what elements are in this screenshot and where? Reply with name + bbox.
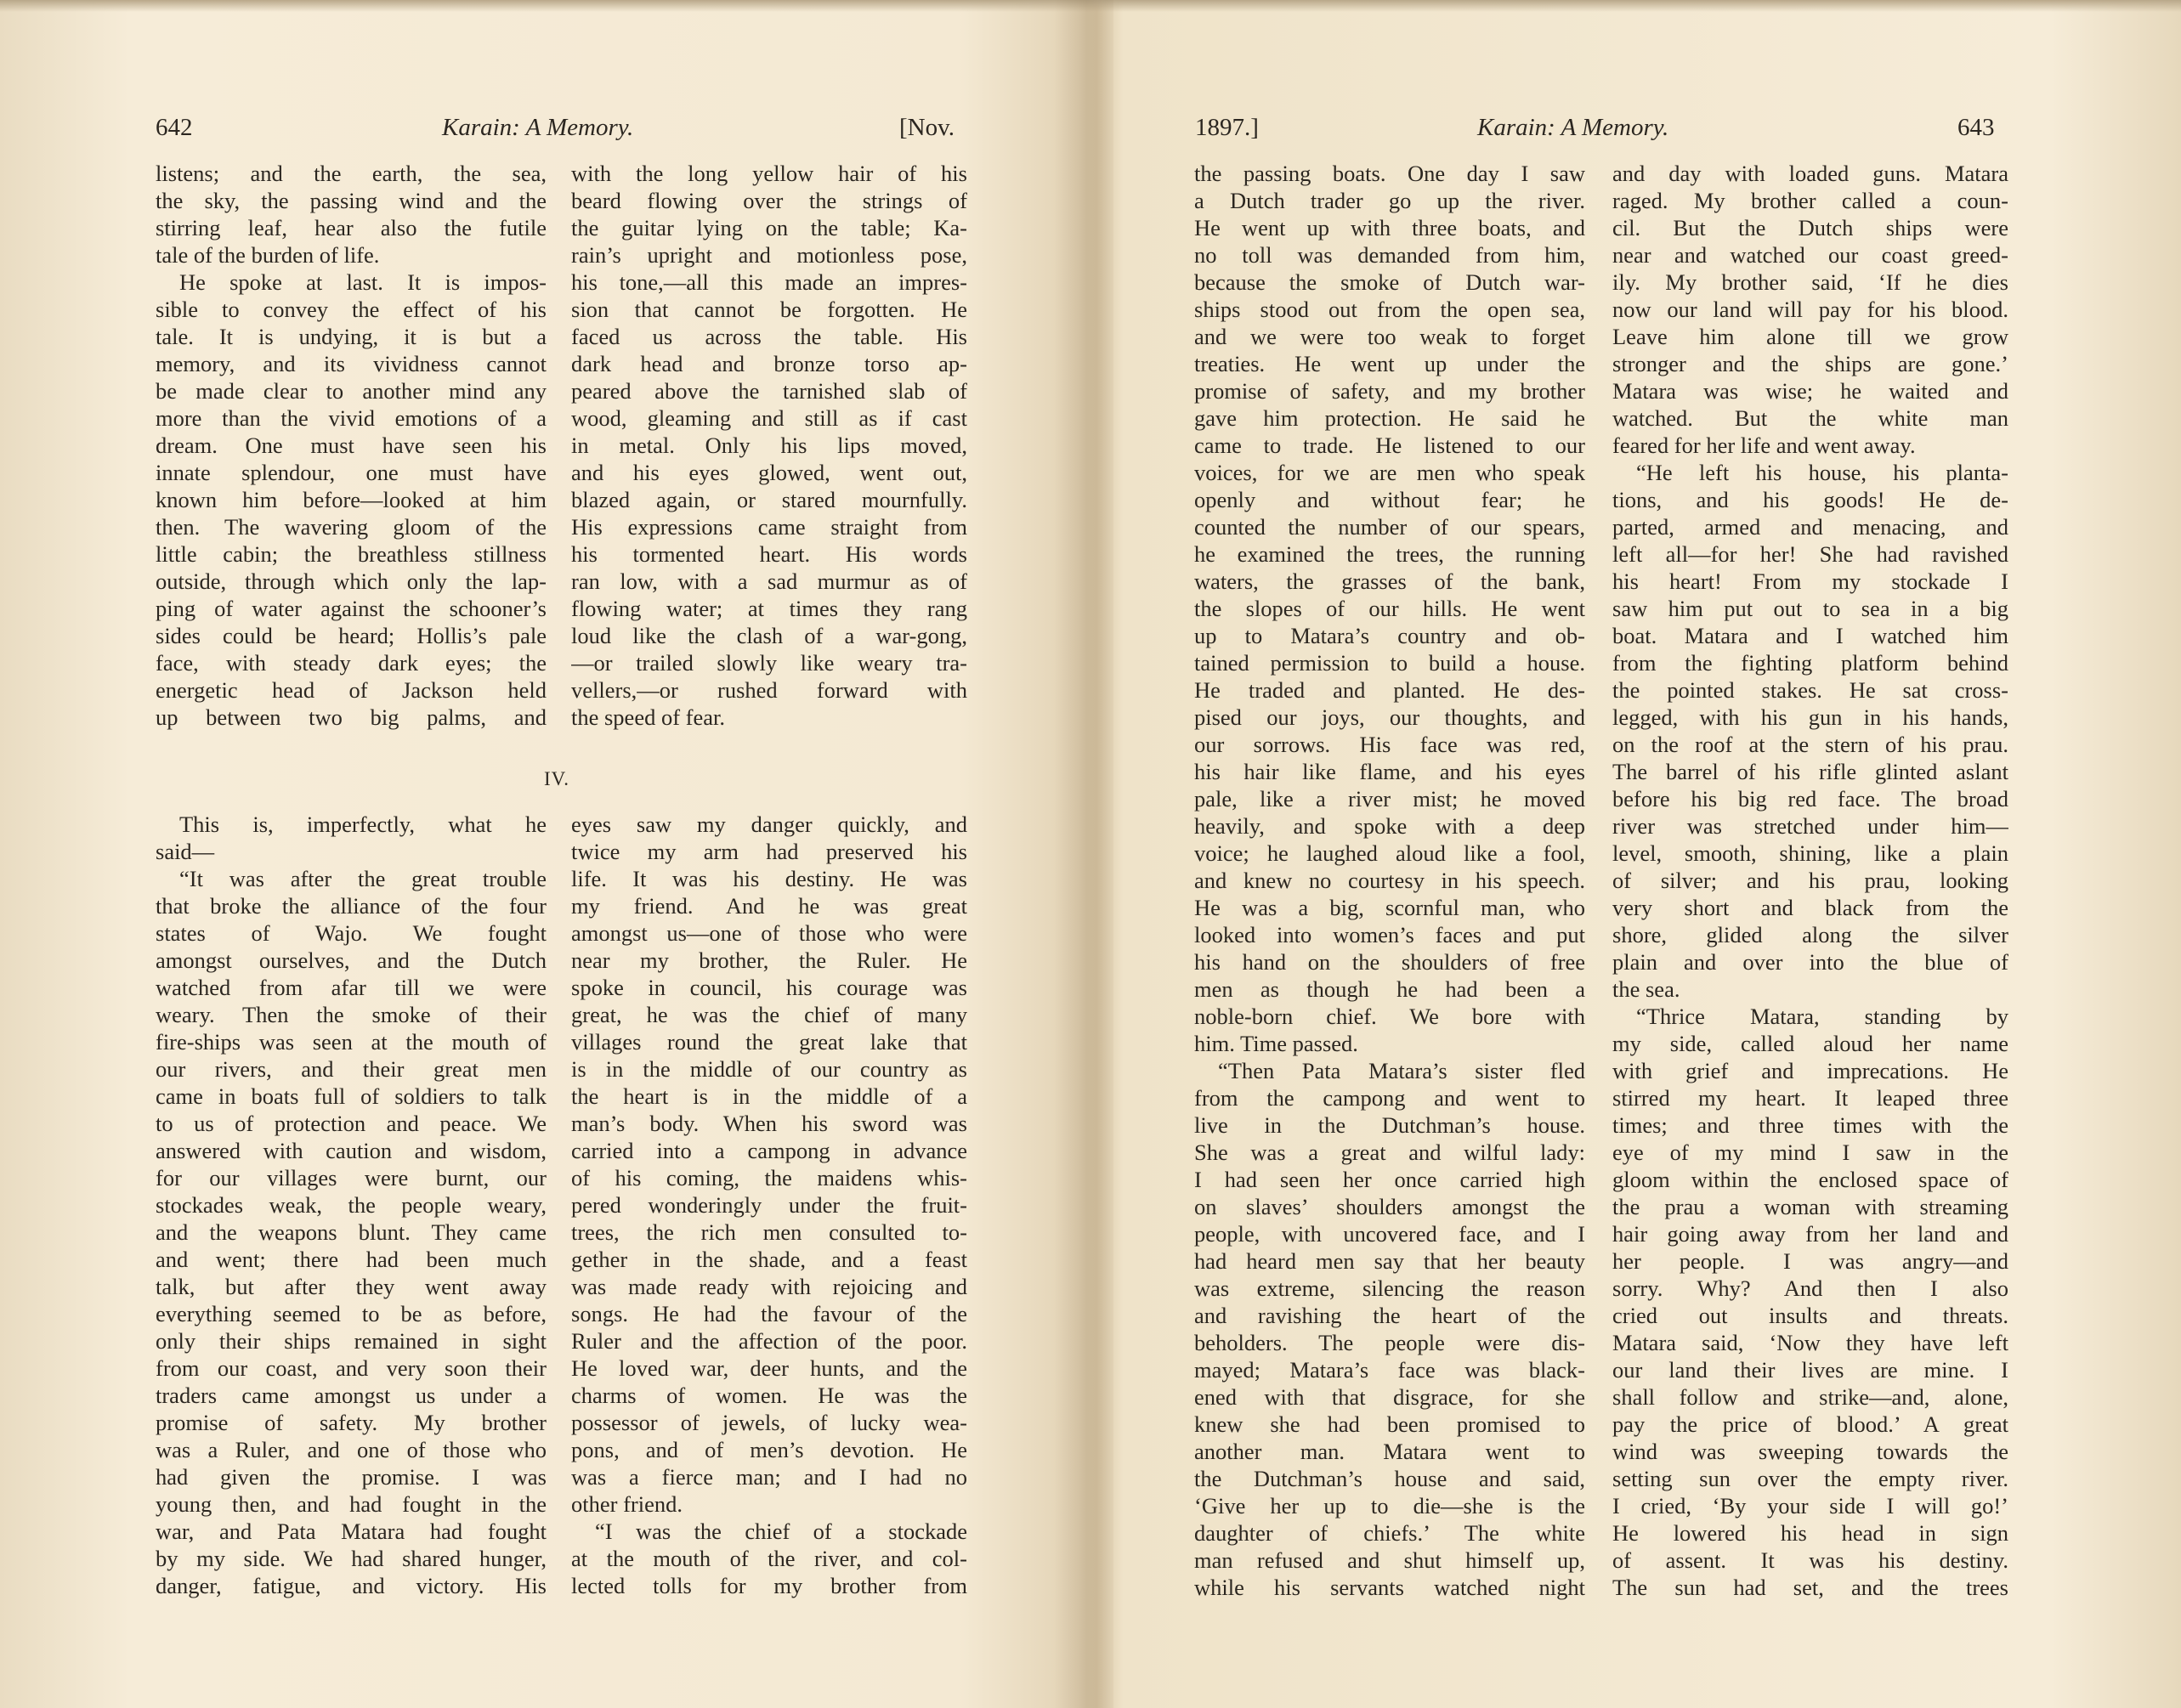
text-line: at the mouth of the river, and col- (571, 1546, 967, 1571)
text-line: river was stretched under him— (1612, 813, 2008, 839)
text-line: tale. It is undying, it is but a (156, 324, 547, 349)
text-line: more than the vivid emotions of a (156, 405, 547, 431)
text-line: his heart! From my stockade I (1612, 568, 2008, 594)
text-line: live in the Dutchman’s house. (1194, 1112, 1585, 1138)
text-line: pised our joys, our thoughts, and (1194, 704, 1585, 730)
text-line: level, smooth, shining, like a plain (1612, 840, 2008, 866)
text-line: gether in the shade, and a feast (571, 1247, 967, 1272)
text-line: known him before—looked at him (156, 487, 547, 512)
text-line: and his eyes glowed, went out, (571, 460, 967, 485)
text-line: energetic head of Jackson held (156, 677, 547, 703)
text-line: cried out insults and threats. (1612, 1303, 2008, 1328)
text-line: because the smoke of Dutch war- (1194, 269, 1585, 295)
text-line: Matara said, ‘Now they have left (1612, 1330, 2008, 1355)
text-line: ened with that disgrace, for she (1194, 1384, 1585, 1410)
text-line: up between two big palms, and (156, 704, 547, 730)
text-line: traders came amongst us under a (156, 1383, 547, 1408)
text-line: knew she had been promised to (1194, 1411, 1585, 1437)
text-line: He loved war, deer hunts, and the (571, 1355, 967, 1381)
text-line: legged, with his gun in his hands, (1612, 704, 2008, 730)
text-line: beholders. The people were dis- (1194, 1330, 1585, 1355)
text-line: listens; and the earth, the sea, (156, 161, 547, 186)
text-line: watched. But the white man (1612, 405, 2008, 431)
text-line: feared for her life and went away. (1612, 433, 1916, 458)
text-line: noble-born chief. We bore with (1194, 1004, 1585, 1029)
text-line: wood, gleaming and still as if cast (571, 405, 967, 431)
text-line: and went; there had been much (156, 1247, 547, 1272)
text-line: gave him protection. He said he (1194, 405, 1585, 431)
text-line: peared above the tarnished slab of (571, 378, 967, 404)
text-line: while his servants watched night (1194, 1575, 1585, 1600)
text-line: Ruler and the affection of the poor. (571, 1328, 967, 1354)
text-line: in metal. Only his lips moved, (571, 433, 967, 458)
text-line: sion that cannot be forgotten. He (571, 297, 967, 322)
text-line: be made clear to another mind any (156, 378, 547, 404)
text-line: He went up with three boats, and (1194, 215, 1585, 240)
text-line: talk, but after they went away (156, 1274, 547, 1299)
text-line: tale of the burden of life. (156, 242, 380, 268)
text-line: promise of safety. My brother (156, 1410, 547, 1435)
text-line: and the weapons blunt. They came (156, 1219, 547, 1245)
text-line: his hand on the shoulders of free (1194, 949, 1585, 975)
text-line: her people. I was angry—and (1612, 1248, 2008, 1274)
text-line: vellers,—or rushed forward with (571, 677, 967, 703)
section-number: IV. (544, 768, 570, 789)
text-line: young then, and had fought in the (156, 1491, 547, 1517)
text-line: and we were too weak to forget (1194, 324, 1585, 349)
text-line: pale, like a river mist; he moved (1194, 786, 1585, 812)
left-page (0, 0, 1090, 1708)
text-line: Matara was wise; he waited and (1612, 378, 2008, 404)
text-line: heavily, and spoke with a deep (1194, 813, 1585, 839)
text-line: ships stood out from the open sea, (1194, 297, 1585, 322)
text-line: states of Wajo. We fought (156, 920, 547, 946)
left-col2-bottom (571, 811, 967, 1599)
left-col1-top (156, 160, 547, 731)
text-line: the pointed stakes. He sat cross- (1612, 677, 2008, 703)
text-line: stirring leaf, hear also the futile (156, 215, 547, 240)
text-line: his tormented heart. His words (571, 541, 967, 567)
text-line: ping of water against the schooner’s (156, 596, 547, 621)
text-line: ily. My brother said, ‘If he dies (1612, 269, 2008, 295)
text-line: and day with loaded guns. Matara (1612, 161, 2008, 186)
running-title: Karain: A Memory. (442, 114, 634, 141)
text-line: tained permission to build a house. (1194, 650, 1585, 676)
text-line: other friend. (571, 1491, 683, 1517)
text-line: memory, and its vividness cannot (156, 351, 547, 376)
text-line: He lowered his head in sign (1612, 1520, 2008, 1546)
text-line: danger, fatigue, and victory. His (156, 1573, 547, 1598)
text-line: His expressions came straight from (571, 514, 967, 540)
text-line: tions, and his goods! He de- (1612, 487, 2008, 512)
left-col2-top (571, 160, 967, 731)
text-line: treaties. He went up under the (1194, 351, 1585, 376)
text-line: great, he was the chief of many (571, 1002, 967, 1027)
text-line: him. Time passed. (1194, 1031, 1358, 1056)
text-line: another man. Matara went to (1194, 1439, 1585, 1464)
text-line: The sun had set, and the trees (1612, 1575, 2008, 1600)
text-line: saw him put out to sea in a big (1612, 596, 2008, 621)
text-line: war, and Pata Matara had fought (156, 1519, 547, 1544)
text-line: plain and over into the blue of (1612, 949, 2008, 975)
text-line: up to Matara’s country and ob- (1194, 623, 1585, 648)
text-line: innate splendour, one must have (156, 460, 547, 485)
text-line: dark head and bronze torso ap- (571, 351, 967, 376)
text-line: “He left his house, his planta- (1636, 460, 2008, 485)
text-line: everything seemed to be as before, (156, 1301, 547, 1326)
text-line: rain’s upright and motionless pose, (571, 242, 967, 268)
text-line: I had seen her once carried high (1194, 1167, 1585, 1192)
text-line: voice; he laughed aloud like a fool, (1194, 840, 1585, 866)
text-line: setting sun over the empty river. (1612, 1466, 2008, 1491)
text-line: near my brother, the Ruler. He (571, 947, 967, 973)
text-line: mayed; Matara’s face was black- (1194, 1357, 1585, 1383)
text-line: eye of my mind I saw in the (1612, 1140, 2008, 1165)
text-line: flowing water; at times they rang (571, 596, 967, 621)
text-line: beard flowing over the strings of (571, 188, 967, 213)
text-line: men as though he had been a (1194, 976, 1585, 1002)
text-line: eyes saw my danger quickly, and (571, 812, 967, 837)
text-line: voices, for we are men who speak (1194, 460, 1585, 485)
text-line: Leave him alone till we grow (1612, 324, 2008, 349)
right-running-head (1090, 109, 2181, 146)
text-line: amongst ourselves, and the Dutch (156, 947, 547, 973)
text-line: my side, called aloud her name (1612, 1031, 2008, 1056)
text-line: the sea. (1612, 976, 1680, 1002)
running-date: [Nov. (899, 114, 955, 141)
text-line: amongst us—one of those who were (571, 920, 967, 946)
text-line: then. The wavering gloom of the (156, 514, 547, 540)
text-line: carried into a campong in advance (571, 1138, 967, 1163)
text-line: faced us across the table. His (571, 324, 967, 349)
text-line: He was a big, scornful man, who (1194, 895, 1585, 920)
text-line: the speed of fear. (571, 704, 725, 730)
text-line: stronger and the ships are gone.’ (1612, 351, 2008, 376)
text-line: came in boats full of soldiers to talk (156, 1083, 547, 1109)
text-line: sible to convey the effect of his (156, 297, 547, 322)
text-line: said— (156, 839, 215, 864)
text-line: for our villages were burnt, our (156, 1165, 547, 1191)
left-running-head (0, 109, 1090, 146)
text-line: promise of safety, and my brother (1194, 378, 1585, 404)
text-line: by my side. We had shared hunger, (156, 1546, 547, 1571)
text-line: was made ready with rejoicing and (571, 1274, 967, 1299)
text-line: raged. My brother called a coun- (1612, 188, 2008, 213)
text-line: trees, the rich men consulted to- (571, 1219, 967, 1245)
text-line: times; and three times with the (1612, 1112, 2008, 1138)
text-line: This is, imperfectly, what he (179, 812, 547, 837)
text-line: with grief and imprecations. He (1612, 1058, 2008, 1083)
text-line: a Dutch trader go up the river. (1194, 188, 1585, 213)
text-line: pered wonderingly under the fruit- (571, 1192, 967, 1218)
text-line: had heard men say that her beauty (1194, 1248, 1585, 1274)
text-line: he examined the trees, the running (1194, 541, 1585, 567)
text-line: our land their lives are mine. I (1612, 1357, 2008, 1383)
right-col1 (1194, 160, 1585, 1601)
text-line: and ravishing the heart of the (1194, 1303, 1585, 1328)
text-line: outside, through which only the lap- (156, 568, 547, 594)
text-line: He spoke at last. It is impos- (179, 269, 547, 295)
running-date: 1897.] (1195, 114, 1259, 141)
text-line: possessor of jewels, of lucky wea- (571, 1410, 967, 1435)
text-line: before his big red face. The broad (1612, 786, 2008, 812)
text-line: watched from afar till we were (156, 975, 547, 1000)
text-line: is in the middle of our country as (571, 1056, 967, 1082)
text-line: stockades weak, the people weary, (156, 1192, 547, 1218)
text-line: boat. Matara and I watched him (1612, 623, 2008, 648)
text-line: from our coast, and very soon their (156, 1355, 547, 1381)
text-line: from the campong and went to (1194, 1085, 1585, 1111)
text-line: from the fighting platform behind (1612, 650, 2008, 676)
text-line: no toll was demanded from him, (1194, 242, 1585, 268)
text-line: now our land will pay for his blood. (1612, 297, 2008, 322)
text-line: “Thrice Matara, standing by (1636, 1004, 2008, 1029)
text-line: sides could be heard; Hollis’s pale (156, 623, 547, 648)
text-line: life. It was his destiny. He was (571, 866, 967, 891)
text-line: the heart is in the middle of a (571, 1083, 967, 1109)
text-line: face, with steady dark eyes; the (156, 650, 547, 676)
text-line: his tone,—all this made an impres- (571, 269, 967, 295)
running-title: Karain: A Memory. (1477, 114, 1669, 141)
text-line: loud like the clash of a war-gong, (571, 623, 967, 648)
text-line: his hair like flame, and his eyes (1194, 759, 1585, 784)
text-line: twice my arm had preserved his (571, 839, 967, 864)
text-line: very short and black from the (1612, 895, 2008, 920)
text-line: only their ships remained in sight (156, 1328, 547, 1354)
text-line: counted the number of our spears, (1194, 514, 1585, 540)
text-line: She was a great and wilful lady: (1194, 1140, 1585, 1165)
text-line: weary. Then the smoke of their (156, 1002, 547, 1027)
text-line: the slopes of our hills. He went (1194, 596, 1585, 621)
text-line: dream. One must have seen his (156, 433, 547, 458)
text-line: had given the promise. I was (156, 1464, 547, 1490)
text-line: “Then Pata Matara’s sister fled (1218, 1058, 1585, 1083)
text-line: The barrel of his rifle glinted aslant (1612, 759, 2008, 784)
text-line: sorry. Why? And then I also (1612, 1275, 2008, 1301)
text-line: of assent. It was his destiny. (1612, 1547, 2008, 1573)
text-line: with the long yellow hair of his (571, 161, 967, 186)
text-line: —or trailed slowly like weary tra- (571, 650, 967, 676)
text-line: the sky, the passing wind and the (156, 188, 547, 213)
text-line: the guitar lying on the table; Ka- (571, 215, 967, 240)
page-number: 642 (156, 114, 193, 141)
text-line: the prau a woman with streaming (1612, 1194, 2008, 1219)
text-line: on slaves’ shoulders amongst the (1194, 1194, 1585, 1219)
text-line: to us of protection and peace. We (156, 1111, 547, 1136)
text-line: spoke in council, his courage was (571, 975, 967, 1000)
text-line: people, with uncovered face, and I (1194, 1221, 1585, 1247)
text-line: my friend. And he was great (571, 893, 967, 919)
text-line: “I was the chief of a stockade (595, 1519, 967, 1544)
text-line: pons, and of men’s devotion. He (571, 1437, 967, 1462)
text-line: the passing boats. One day I saw (1194, 161, 1585, 186)
text-line: blazed again, or stared mournfully. (571, 487, 967, 512)
text-line: shall follow and strike—and, alone, (1612, 1384, 2008, 1410)
text-line: stirred my heart. It leaped three (1612, 1085, 2008, 1111)
text-line: openly and without fear; he (1194, 487, 1585, 512)
text-line: man refused and shut himself up, (1194, 1547, 1585, 1573)
text-line: that broke the alliance of the four (156, 893, 547, 919)
text-line: left all—for her! She had ravished (1612, 541, 2008, 567)
text-line: I cried, ‘By your side I will go!’ (1612, 1493, 2008, 1519)
text-line: songs. He had the favour of the (571, 1301, 967, 1326)
text-line: cil. But the Dutch ships were (1612, 215, 2008, 240)
right-col2 (1612, 160, 2008, 1601)
text-line: hair going away from her land and (1612, 1221, 2008, 1247)
text-line: and knew no courtesy in his speech. (1194, 868, 1585, 893)
text-line: ‘Give her up to die—she is the (1194, 1493, 1585, 1519)
text-line: “It was after the great trouble (179, 866, 547, 891)
text-line: was a Ruler, and one of those who (156, 1437, 547, 1462)
text-line: wind was sweeping towards the (1612, 1439, 2008, 1464)
text-line: parted, armed and menacing, and (1612, 514, 2008, 540)
text-line: pay the price of blood.’ A great (1612, 1411, 2008, 1437)
text-line: near and watched our coast greed- (1612, 242, 2008, 268)
text-line: charms of women. He was the (571, 1383, 967, 1408)
text-line: gloom within the enclosed space of (1612, 1167, 2008, 1192)
text-line: our sorrows. His face was red, (1194, 732, 1585, 757)
text-line: was extreme, silencing the reason (1194, 1275, 1585, 1301)
text-line: on the roof at the stern of his prau. (1612, 732, 2008, 757)
text-line: came to trade. He listened to our (1194, 433, 1585, 458)
text-line: fire-ships was seen at the mouth of (156, 1029, 547, 1055)
text-line: answered with caution and wisdom, (156, 1138, 547, 1163)
left-col1-bottom (156, 811, 547, 1599)
text-line: lected tolls for my brother from (571, 1573, 967, 1598)
right-page (1090, 0, 2181, 1708)
page-number: 643 (1957, 114, 1995, 141)
text-line: of his coming, the maidens whis- (571, 1165, 967, 1191)
text-line: was a fierce man; and I had no (571, 1464, 967, 1490)
text-line: little cabin; the breathless stillness (156, 541, 547, 567)
text-line: He traded and planted. He des- (1194, 677, 1585, 703)
text-line: looked into women’s faces and put (1194, 922, 1585, 947)
text-line: villages round the great lake that (571, 1029, 967, 1055)
text-line: waters, the grasses of the bank, (1194, 568, 1585, 594)
text-line: man’s body. When his sword was (571, 1111, 967, 1136)
text-line: our rivers, and their great men (156, 1056, 547, 1082)
text-line: ran low, with a sad murmur as of (571, 568, 967, 594)
text-line: the Dutchman’s house and said, (1194, 1466, 1585, 1491)
text-line: of silver; and his prau, looking (1612, 868, 2008, 893)
text-line: daughter of chiefs.’ The white (1194, 1520, 1585, 1546)
text-line: shore, glided along the silver (1612, 922, 2008, 947)
